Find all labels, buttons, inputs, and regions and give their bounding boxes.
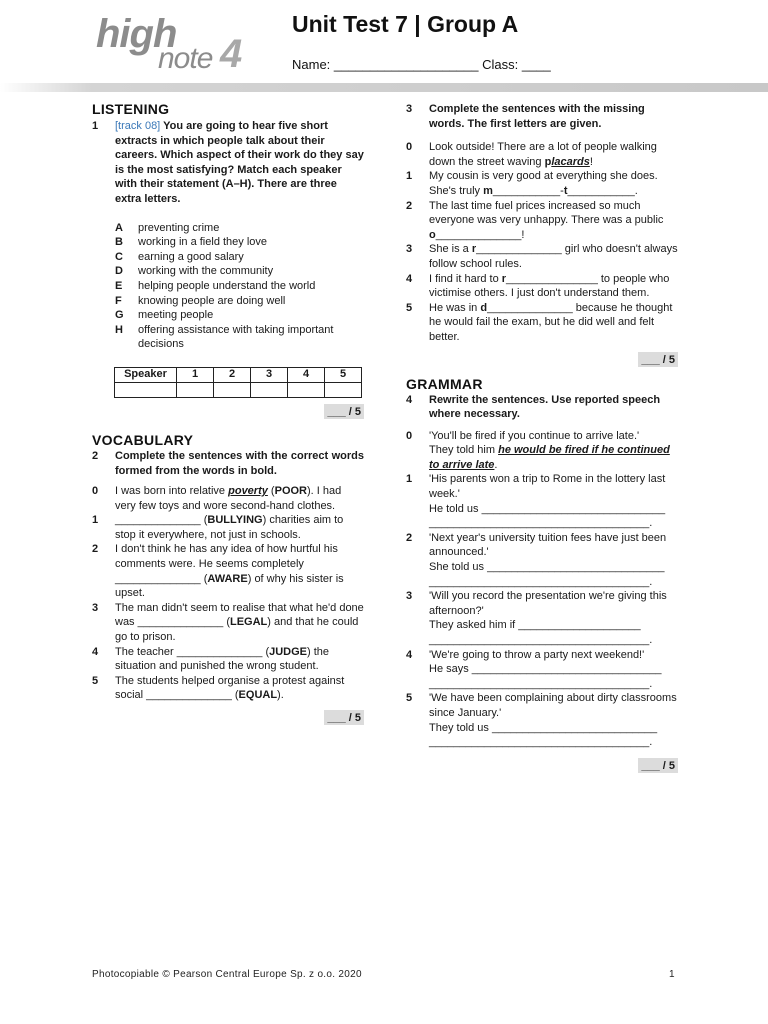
option-letter: F: [115, 294, 122, 307]
page-title: Unit Test 7 | Group A: [292, 11, 519, 37]
table-answer-cell[interactable]: [115, 382, 177, 397]
table-header-cell: 2: [214, 367, 251, 382]
listening-title: LISTENING: [92, 101, 170, 117]
left-column: [92, 100, 364, 725]
option-row: [115, 250, 364, 265]
table-answer-cell[interactable]: [288, 382, 325, 397]
table-answer-cell[interactable]: [251, 382, 288, 397]
table-answer-cell[interactable]: [177, 382, 214, 397]
option-text: working with the community: [138, 265, 274, 278]
listening-score: ___ / 5: [92, 404, 364, 419]
missing-words-score: ___ / 5: [406, 352, 678, 367]
option-letter: H: [115, 323, 123, 336]
option-row: [115, 294, 364, 309]
grammar-item[interactable]: 1 'His parents won a trip to Rome in the lottery last week.' He told us ______________________________ ____________________________________.: [406, 473, 666, 530]
option-letter: G: [115, 309, 124, 322]
option-letter: B: [115, 236, 123, 249]
missing-words-instruction-text: Complete the sentences with the missing words. The first letters are given.: [429, 103, 645, 130]
header-divider-bar: [0, 83, 768, 92]
missing-item[interactable]: 5 He was in d______________ because he thought he would fail the exam, but he did well and felt better.: [406, 301, 673, 343]
vocab-item: 0 I was born into relative poverty (POOR). I had very few toys and wore second-hand clothes.: [92, 485, 342, 512]
vocabulary-score: ___ / 5: [92, 710, 364, 725]
missing-item[interactable]: 4 I find it hard to r_______________ to people who victimise others. I just don't understand them.: [406, 272, 670, 300]
missing-item[interactable]: 1 My cousin is very good at everything she does. She's truly m___________-t___________.: [406, 170, 658, 197]
option-row: [115, 235, 364, 250]
vocab-item[interactable]: 5 The students helped organise a protest against social ______________ (EQUAL).: [92, 674, 345, 702]
task-number: 1: [92, 120, 99, 132]
vocab-item[interactable]: 2 I don't think he has any idea of how hurtful his comments were. He seems completely ______________ (AWARE) of why his sister is upset.: [92, 543, 344, 600]
listening-instruction: [92, 119, 364, 207]
name-class-line: Name: ____________________ Class: ____: [292, 57, 551, 72]
table-answer-cell[interactable]: [214, 382, 251, 397]
table-answer-cell[interactable]: [325, 382, 362, 397]
vocabulary-instruction-text: Complete the sentences with the correct words formed from the words in bold.: [115, 449, 364, 477]
missing-item[interactable]: 3 She is a r______________ girl who doesn't always follow school rules.: [406, 243, 678, 270]
grammar-item[interactable]: 3 'Will you record the presentation we're giving this afternoon?' They asked him if ____________________ ____________________________________.: [406, 590, 667, 646]
grammar-item[interactable]: 5 'We have been complaining about dirty classrooms since January.' They told us ___________________________ ____________________________________.: [406, 692, 677, 749]
logo-note: note: [158, 42, 213, 75]
logo-four: 4: [220, 32, 243, 76]
option-row: [115, 323, 364, 352]
track-label: [track 08]: [115, 120, 161, 132]
option-text: preventing crime: [138, 221, 220, 234]
grammar-instruction: [406, 393, 678, 422]
option-letter: A: [115, 221, 123, 234]
option-text: offering assistance with taking important decisions: [138, 323, 334, 351]
option-letter: E: [115, 279, 123, 292]
missing-words-instruction: [406, 102, 678, 131]
option-row: [115, 308, 364, 323]
logo-high: high: [96, 12, 177, 56]
example-answer: he would be fired if he continued to arrive late: [429, 444, 670, 471]
option-row: [115, 221, 364, 236]
option-text: meeting people: [138, 309, 214, 322]
grammar-score: ___ / 5: [406, 758, 678, 773]
grammar-item[interactable]: 2 'Next year's university tuition fees have just been announced.' She told us _____________________________ ____________________________________.: [406, 531, 667, 588]
table-header-cell: 5: [325, 367, 362, 382]
vocabulary-title: VOCABULARY: [92, 431, 194, 448]
missing-item[interactable]: 2 The last time fuel prices increased so much everyone was very unhappy. There was a public o______________!: [406, 199, 664, 241]
listening-instruction-text: You are going to hear five short extracts in which people talk about their careers. Which aspect of their work do they say is the most satisfying? Match each speaker with their statement (A–H). There are three extra letters.: [115, 120, 364, 205]
table-header-cell: 4: [288, 367, 325, 382]
grammar-instruction-text: Rewrite the sentences. Use reported speech where necessary.: [429, 393, 661, 421]
right-column: [406, 102, 678, 773]
vocab-item[interactable]: 4 The teacher ______________ (JUDGE) the situation and punished the wrong student.: [92, 645, 330, 673]
vocab-item[interactable]: 1 ______________ (BULLYING) charities aim to stop it everywhere, not just in schools.: [92, 514, 344, 541]
table-header-cell: 1: [177, 367, 214, 382]
task-number: 2: [92, 449, 99, 462]
vocabulary-instruction: [92, 449, 364, 478]
grammar-item: 0 'You'll be fired if you continue to arrive late.' They told him he would be fired if he continued to arrive late.: [406, 429, 670, 471]
copyright-footer: Photocopiable © Pearson Central Europe Sp. z o.o. 2020: [92, 969, 362, 980]
example-answer: lacards: [551, 155, 590, 168]
option-row: [115, 264, 364, 279]
vocab-item[interactable]: 3 The man didn't seem to realise that what he'd done was ______________ (LEGAL) and that he could go to prison.: [92, 601, 364, 644]
grammar-title: GRAMMAR: [406, 375, 483, 392]
table-header-speaker: Speaker: [115, 367, 177, 382]
high-note-logo: [96, 14, 256, 80]
speaker-answer-table: [114, 367, 362, 398]
task-number: 4: [406, 393, 413, 406]
option-letter: D: [115, 265, 123, 278]
option-text: working in a field they love: [138, 236, 268, 249]
option-row: [115, 279, 364, 294]
listening-options: [92, 221, 364, 352]
table-header-cell: 3: [251, 367, 288, 382]
option-text: earning a good salary: [138, 250, 244, 263]
option-letter: C: [115, 250, 123, 263]
missing-item: 0 Look outside! There are a lot of people walking down the street waving placards!: [406, 141, 657, 168]
option-text: knowing people are doing well: [138, 294, 286, 307]
option-text: helping people understand the world: [138, 279, 316, 292]
grammar-item[interactable]: 4 'We're going to throw a party next weekend!' He says _______________________________ ____________________________________.: [406, 648, 662, 690]
example-answer: poverty: [228, 485, 268, 498]
task-number: 3: [406, 103, 413, 115]
page-number: 1: [669, 969, 675, 980]
